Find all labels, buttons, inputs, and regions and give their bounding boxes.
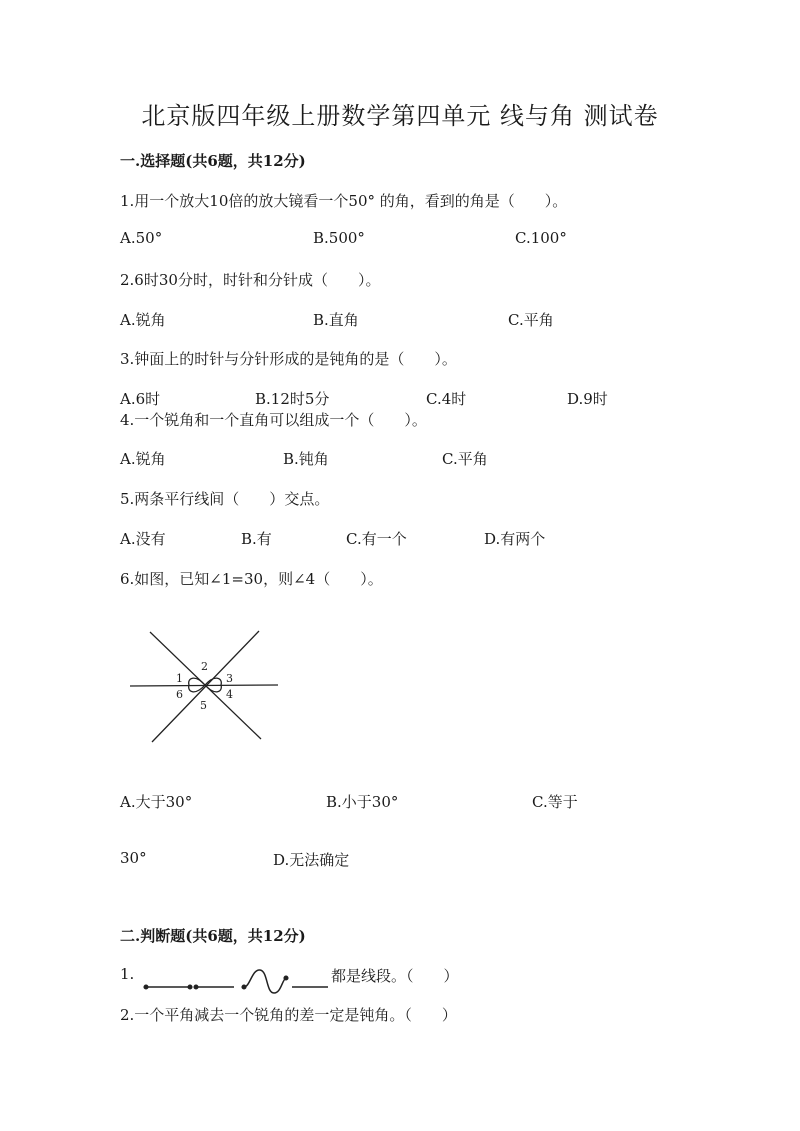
- angle-label-4: 4: [226, 688, 233, 701]
- question-5-option-c: C.有一个: [346, 530, 407, 548]
- curve-figure: [244, 970, 286, 993]
- angle-figure: [125, 622, 285, 747]
- judgment-1-number: 1.: [120, 965, 135, 983]
- angle-label-2: 2: [201, 660, 208, 673]
- question-2-stem: 2.6时30分时，时针和分针成（ ）。: [120, 271, 381, 289]
- question-4-option-c: C.平角: [442, 450, 488, 468]
- question-5-stem: 5.两条平行线间（ ）交点。: [120, 490, 330, 508]
- question-1-option-a: A.50°: [120, 229, 163, 247]
- question-6-option-d: D.无法确定: [273, 851, 350, 869]
- question-3-option-a: A.6时: [120, 390, 161, 408]
- segment-endpoint-right: [188, 985, 192, 989]
- question-2-option-b: B.直角: [313, 311, 359, 329]
- question-5-option-b: B.有: [241, 530, 272, 548]
- question-5-option-a: A.没有: [120, 530, 166, 548]
- question-1-stem: 1.用一个放大10倍的放大镜看一个50° 的角，看到的角是（ ）。: [120, 192, 568, 210]
- judgment-2-stem: 2.一个平角减去一个锐角的差一定是钝角。（ ）: [120, 1006, 457, 1024]
- question-3-option-c: C.4时: [426, 390, 467, 408]
- question-5-option-d: D.有两个: [484, 530, 546, 548]
- page-title: 北京版四年级上册数学第四单元 线与角 测试卷: [141, 102, 659, 130]
- question-1-option-c: C.100°: [515, 229, 567, 247]
- angle-label-3: 3: [226, 672, 233, 685]
- question-4-stem: 4.一个锐角和一个直角可以组成一个（ ）。: [120, 411, 427, 429]
- judgment-1-stem: 都是线段。（ ）: [331, 967, 459, 985]
- question-4-option-a: A.锐角: [120, 450, 166, 468]
- curve-endpoint-right: [284, 976, 288, 980]
- angle-label-5: 5: [200, 699, 207, 712]
- curve-endpoint-left: [242, 985, 246, 989]
- question-6-option-c-continued: 30°: [120, 849, 147, 867]
- question-1-option-b: B.500°: [313, 229, 365, 247]
- question-4-option-b: B.钝角: [283, 450, 329, 468]
- line-figures: [140, 966, 330, 996]
- angle-label-1: 1: [176, 672, 183, 685]
- angle-label-6: 6: [176, 688, 183, 701]
- question-2-option-c: C.平角: [508, 311, 554, 329]
- segment-endpoint-left: [144, 985, 148, 989]
- question-6-option-c: C.等于: [532, 793, 578, 811]
- question-6-option-a: A.大于30°: [120, 793, 193, 811]
- question-6-option-b: B.小于30°: [326, 793, 399, 811]
- section-heading-judgment: 二.判断题(共6题，共12分): [120, 927, 306, 945]
- question-3-stem: 3.钟面上的时针与分针形成的是钝角的是（ ）。: [120, 350, 457, 368]
- diagonal-line-2: [152, 631, 259, 742]
- question-2-option-a: A.锐角: [120, 311, 166, 329]
- ray-endpoint: [194, 985, 198, 989]
- section-heading-choice: 一.选择题(共6题，共12分): [120, 152, 306, 170]
- question-3-option-b: B.12时5分: [255, 390, 330, 408]
- question-6-stem: 6.如图，已知∠1=30，则∠4（ ）。: [120, 570, 383, 588]
- question-3-option-d: D.9时: [567, 390, 608, 408]
